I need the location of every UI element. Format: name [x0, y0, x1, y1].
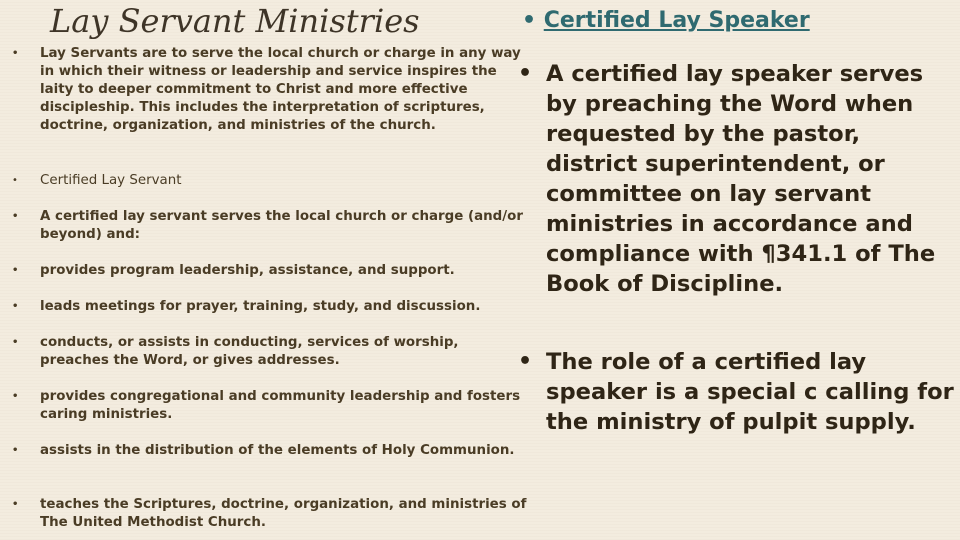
list-item-text: provides congregational and community leadership and fosters caring ministries.: [40, 389, 521, 422]
right-list-item-text: The role of a certified lay speaker is a special c calling for the ministry of pulpit supply.: [546, 349, 954, 435]
slide-title: Lay Servant Ministries: [50, 2, 420, 40]
bullet: •: [12, 301, 19, 312]
list-item-text: Certified Lay Servant: [40, 173, 182, 188]
bullet: •: [522, 8, 537, 33]
list-item: [12, 45, 533, 135]
right-list-item: [518, 59, 956, 299]
bullet: •: [12, 337, 19, 348]
bullet: •: [12, 499, 19, 510]
list-item: [12, 496, 530, 532]
list-item: [12, 298, 530, 316]
list-item: [12, 262, 530, 280]
right-heading-text: Certified Lay Speaker: [543, 8, 810, 33]
bullet: •: [518, 61, 533, 86]
list-item: [12, 388, 530, 424]
list-item: [12, 208, 530, 244]
bullet: •: [12, 265, 19, 276]
bullet: •: [12, 391, 19, 402]
bullet: •: [12, 445, 19, 456]
bullet: •: [518, 349, 533, 374]
list-item-text: assists in the distribution of the elements of Holy Communion.: [40, 443, 515, 458]
list-item: [12, 334, 530, 370]
bullet: •: [12, 48, 19, 59]
list-item-text: Lay Servants are to serve the local church or charge in any way in which their witness or leadership and service inspires the laity to deeper commitment to Christ and more effective discipleship. This includes the interpretation of scriptures, doctrine, organization, and ministries of the church.: [40, 46, 521, 133]
list-item: [12, 442, 530, 460]
list-item-text: A certified lay servant serves the local church or charge (and/or beyond) and:: [40, 209, 523, 242]
list-item-text: teaches the Scriptures, doctrine, organization, and ministries of The United Methodist Church.: [40, 497, 527, 530]
right-heading: [522, 8, 810, 33]
list-item-text: conducts, or assists in conducting, services of worship, preaches the Word, or gives addresses.: [40, 335, 459, 368]
right-list-item: [518, 347, 956, 437]
bullet: •: [12, 175, 18, 186]
list-item: [12, 172, 530, 190]
list-item-text: provides program leadership, assistance, and support.: [40, 263, 455, 278]
right-list-item-text: A certified lay speaker serves by preaching the Word when requested by the pastor, district superintendent, or committee on lay servant ministries in accordance and compliance with ¶341.1 of The Book of Discipline.: [546, 61, 936, 297]
bullet: •: [12, 211, 19, 222]
list-item-text: leads meetings for prayer, training, study, and discussion.: [40, 299, 481, 314]
